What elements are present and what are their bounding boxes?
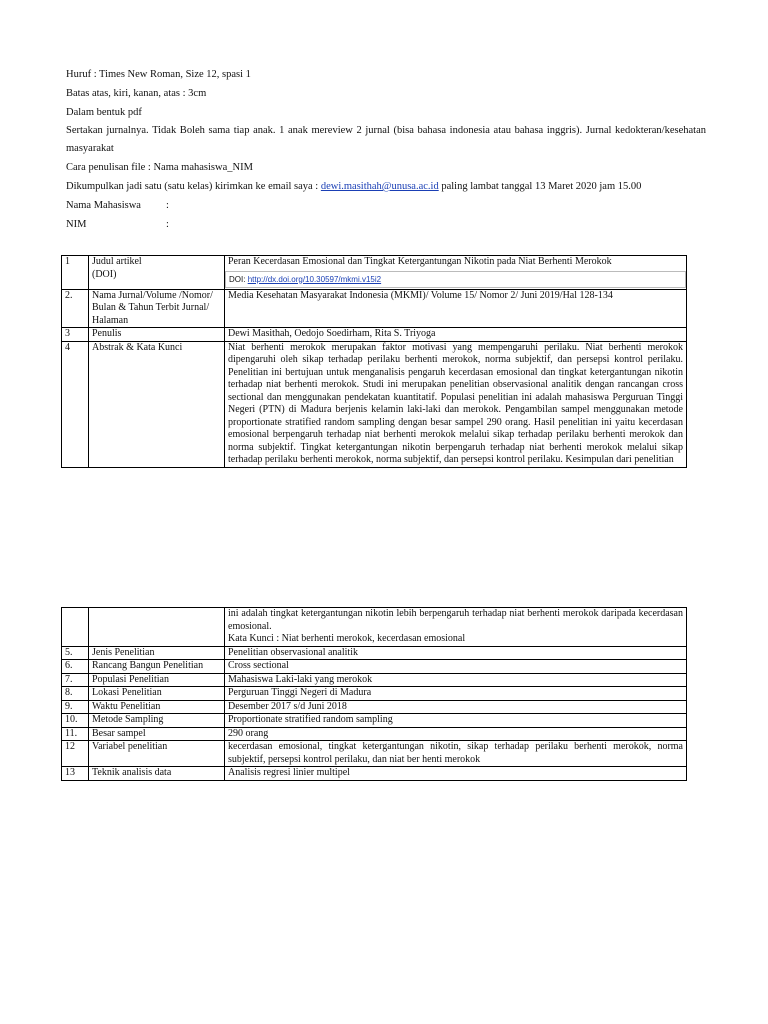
row-number [62, 608, 89, 647]
table-row [62, 714, 687, 728]
row-field: Waktu Penelitian [89, 700, 225, 714]
row-value: Dewi Masithah, Oedojo Soedirham, Rita S. Triyoga [225, 328, 687, 342]
abstract-text: Niat berhenti merokok merupakan faktor motivasi yang mempengaruhi perilaku. Niat berhenti merokok dipengaruhi oleh sikap terhadap perilaku berhenti merokok, norma subjektif, dan persepsi kontrol perilaku. Penelitian ini bertujuan untuk menganalisis pengaruh kecerdasan emosional dan tingkat ketergantungan nikotin terhadap niat berhenti merokok. Studi ini merupakan penelitian observasional analitik dengan rancangan cross sectional dan menggunakan pendekatan kuantitatif. Populasi penelitian ini adalah mahasiswa Perguruan Tinggi Negeri (PTN) di Madura berjenis kelamin laki-laki dan merokok. Pengambilan sampel menggunakan metode proportionate stratified random sampling dengan besar sampel 290 orang. Hasil penelitian ini yaitu kecerdasan emosional berpengaruh terhadap niat berhenti merokok melalui sikap terhadap perilaku berhenti merokok dan norma subjektif. Tingkat ketergantungan nikotin berpengaruh terhadap niat berhenti merokok melalui sikap terhadap perilaku berhenti merokok, norma subjektif, dan persepsi kontrol perilaku. Kesimpulan dari penelitian [225, 341, 687, 467]
row-field: Teknik analisis data [89, 767, 225, 781]
table-row [62, 608, 687, 647]
format-instruction: Dalam bentuk pdf [66, 107, 142, 118]
file-naming-instruction: Cara penulisan file : Nama mahasiswa_NIM [66, 162, 253, 173]
row-value: kecerdasan emosional, tingkat ketergantungan nikotin, sikap terhadap perilaku berhenti merokok, norma subjektif, persepsi kontrol perilaku, dan niat ber henti merokok [225, 741, 687, 767]
row-field [89, 608, 225, 647]
row-number: 8. [62, 687, 89, 701]
row-number: 7. [62, 673, 89, 687]
row-number: 11. [62, 727, 89, 741]
row-field: Abstrak & Kata Kunci [89, 341, 225, 467]
font-instruction: Huruf : Times New Roman, Size 12, spasi 1 [66, 69, 251, 80]
table-row [62, 660, 687, 674]
submit-instruction [66, 177, 706, 196]
table-row [62, 767, 687, 781]
table-row [62, 727, 687, 741]
row-value: 290 orang [225, 727, 687, 741]
nim-label: NIM [66, 219, 87, 230]
instructions-block [66, 65, 706, 234]
row-number: 13 [62, 767, 89, 781]
row-number: 2. [62, 289, 89, 328]
row-value: Desember 2017 s/d Juni 2018 [225, 700, 687, 714]
row-field: Penulis [89, 328, 225, 342]
row-value: Analisis regresi linier multipel [225, 767, 687, 781]
article-title: Peran Kecerdasan Emosional dan Tingkat Ketergantungan Nikotin pada Niat Berhenti Merokok [228, 256, 612, 267]
row-field: Populasi Penelitian [89, 673, 225, 687]
row-field: Metode Sampling [89, 714, 225, 728]
row-field: Nama Jurnal/Volume /Nomor/ Bulan & Tahun Terbit Jurnal/ Halaman [89, 289, 225, 328]
table-row [62, 741, 687, 767]
review-table-part1 [61, 255, 687, 468]
row-number: 9. [62, 700, 89, 714]
row-value [225, 608, 687, 647]
abstract-continuation: ini adalah tingkat ketergantungan nikotin lebih berpengaruh terhadap niat berhenti merokok daripada kecerdasan emosional. [228, 608, 683, 632]
row-number: 3 [62, 328, 89, 342]
row-value: Cross sectional [225, 660, 687, 674]
table-row [62, 256, 687, 290]
table-row [62, 341, 687, 467]
email-link[interactable]: dewi.masithah@unusa.ac.id [320, 181, 439, 192]
row-number: 6. [62, 660, 89, 674]
row-value: Proportionate stratified random sampling [225, 714, 687, 728]
row-value: Media Kesehatan Masyarakat Indonesia (MKMI)/ Volume 15/ Nomor 2/ Juni 2019/Hal 128-134 [225, 289, 687, 328]
field-title: Judul artikel [92, 256, 142, 267]
attach-instruction: Sertakan jurnalnya. Tidak Boleh sama tiap anak. 1 anak mereview 2 jurnal (bisa bahasa indonesia atau bahasa inggris). Jurnal kedokteran/kesehatan masyarakat [66, 125, 706, 154]
name-label: Nama Mahasiswa [66, 200, 141, 211]
table-row [62, 700, 687, 714]
keywords: Kata Kunci : Niat berhenti merokok, kecerdasan emosional [228, 633, 466, 644]
row-number: 1 [62, 256, 89, 290]
nim-separator: : [166, 219, 169, 230]
nim-field-line [66, 215, 706, 234]
row-field: Variabel penelitian [89, 741, 225, 767]
name-field-line [66, 196, 706, 215]
row-value: Mahasiswa Laki-laki yang merokok [225, 673, 687, 687]
row-number: 4 [62, 341, 89, 467]
row-value: Perguruan Tinggi Negeri di Madura [225, 687, 687, 701]
doi-link[interactable]: http://dx.doi.org/10.30597/mkmi.v15i2 [247, 274, 382, 284]
row-field: Rancang Bangun Penelitian [89, 660, 225, 674]
table-row [62, 646, 687, 660]
row-value: Penelitian observasional analitik [225, 646, 687, 660]
review-table-part2 [61, 607, 687, 781]
table-row [62, 328, 687, 342]
doi-label: DOI: [229, 274, 246, 284]
row-field [89, 256, 225, 290]
row-number: 5. [62, 646, 89, 660]
table-row [62, 673, 687, 687]
margin-instruction: Batas atas, kiri, kanan, atas : 3cm [66, 88, 207, 99]
table-row [62, 289, 687, 328]
table-row [62, 687, 687, 701]
row-number: 12 [62, 741, 89, 767]
row-field: Besar sampel [89, 727, 225, 741]
row-field: Jenis Penelitian [89, 646, 225, 660]
doi-line [225, 271, 686, 288]
field-doi: (DOI) [92, 268, 117, 280]
row-value [225, 256, 687, 290]
submit-prefix: Dikumpulkan jadi satu (satu kelas) kirimkan ke email saya : [66, 181, 319, 192]
row-number: 10. [62, 714, 89, 728]
submit-suffix: paling lambat tanggal 13 Maret 2020 jam 15.00 [441, 181, 642, 192]
row-field: Lokasi Penelitian [89, 687, 225, 701]
name-separator: : [166, 200, 169, 211]
